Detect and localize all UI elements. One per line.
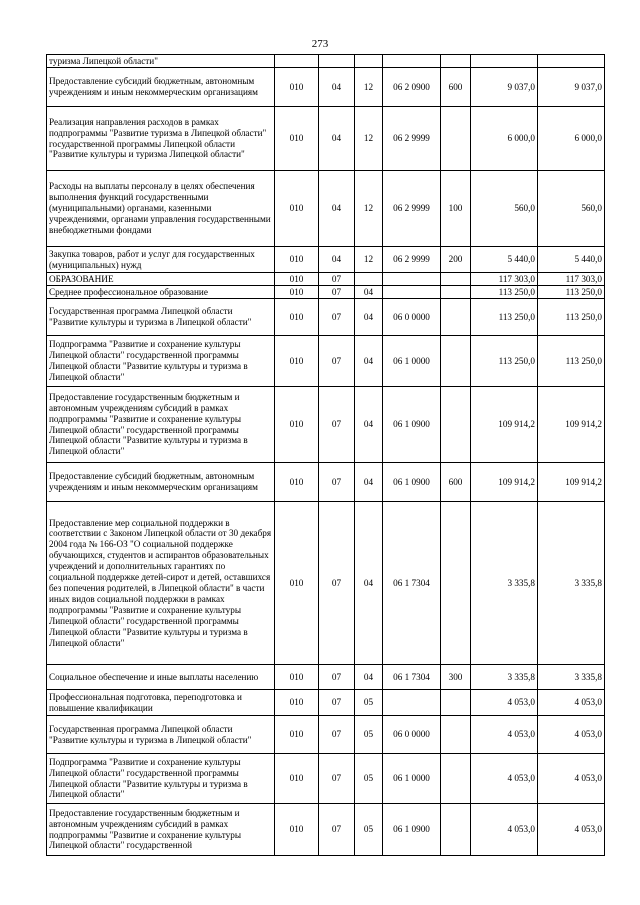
expense-name-cell: Реализация направления расходов в рамках подпрограммы "Развитие туризма в Липецкой области" государственной программы Липецкой области "Развитие культуры и туризма Липецкой области"	[47, 107, 275, 171]
expense-type-cell: 200	[441, 247, 471, 273]
section-code-cell: 07	[319, 387, 355, 463]
amount-total-cell: 4 053,0	[538, 804, 605, 856]
section-code-cell: 07	[319, 286, 355, 299]
admin-code-cell: 010	[275, 299, 319, 336]
section-code-cell: 04	[319, 171, 355, 247]
subsection-code-cell: 12	[355, 68, 383, 107]
section-code-cell: 07	[319, 804, 355, 856]
admin-code-cell: 010	[275, 171, 319, 247]
amount-total-cell: 117 303,0	[538, 273, 605, 286]
subsection-code-cell: 04	[355, 299, 383, 336]
target-article-cell: 06 1 0900	[383, 387, 441, 463]
expense-name-cell: Закупка товаров, работ и услуг для государственных (муниципальных) нужд	[47, 247, 275, 273]
section-code-cell: 07	[319, 502, 355, 665]
amount-cell: 113 250,0	[471, 336, 538, 387]
expense-type-cell: 100	[441, 171, 471, 247]
section-code-cell: 07	[319, 716, 355, 754]
table-row	[47, 247, 605, 273]
target-article-cell: 06 2 9999	[383, 107, 441, 171]
expense-name-cell: Предоставление государственным бюджетным и автономным учреждениям субсидий в рамках подпрограммы "Развитие и сохранение культуры Липецкой области" государственной	[47, 804, 275, 856]
expense-type-cell	[441, 502, 471, 665]
table-row	[47, 804, 605, 856]
amount-total-cell: 9 037,0	[538, 68, 605, 107]
target-article-cell: 06 1 0900	[383, 463, 441, 502]
expense-name-cell: туризма Липецкой области"	[47, 55, 275, 68]
table-row	[47, 299, 605, 336]
amount-cell: 109 914,2	[471, 463, 538, 502]
subsection-code-cell: 04	[355, 463, 383, 502]
expense-type-cell	[441, 387, 471, 463]
expense-type-cell	[441, 804, 471, 856]
expense-name-cell: Предоставление субсидий бюджетным, автономным учреждениям и иным некоммерческим организациям	[47, 463, 275, 502]
subsection-code-cell: 04	[355, 502, 383, 665]
expense-name-cell: Государственная программа Липецкой области "Развитие культуры и туризма в Липецкой области"	[47, 716, 275, 754]
expense-type-cell: 600	[441, 68, 471, 107]
amount-total-cell: 3 335,8	[538, 502, 605, 665]
amount-total-cell: 4 053,0	[538, 690, 605, 716]
target-article-cell: 06 0 0000	[383, 299, 441, 336]
admin-code-cell: 010	[275, 247, 319, 273]
table-row	[47, 107, 605, 171]
expense-type-cell	[441, 716, 471, 754]
expense-name-cell: Подпрограмма "Развитие и сохранение культуры Липецкой области" государственной программы Липецкой области "Развитие культуры и туризма в Липецкой области"	[47, 754, 275, 804]
section-code-cell: 04	[319, 247, 355, 273]
amount-total-cell: 4 053,0	[538, 716, 605, 754]
amount-cell: 113 250,0	[471, 299, 538, 336]
table-row	[47, 286, 605, 299]
admin-code-cell: 010	[275, 502, 319, 665]
admin-code-cell: 010	[275, 690, 319, 716]
subsection-code-cell: 05	[355, 754, 383, 804]
expense-type-cell	[441, 55, 471, 68]
subsection-code-cell	[355, 273, 383, 286]
expense-name-cell: Предоставление государственным бюджетным и автономным учреждениям субсидий в рамках подпрограммы "Развитие и сохранение культуры Липецкой области" государственной программы Липецкой области "Развитие культуры и туризма в Липецкой области"	[47, 387, 275, 463]
expense-name-cell: Государственная программа Липецкой области "Развитие культуры и туризма в Липецкой области"	[47, 299, 275, 336]
amount-total-cell: 3 335,8	[538, 665, 605, 690]
amount-cell: 4 053,0	[471, 754, 538, 804]
table-row	[47, 336, 605, 387]
section-code-cell: 04	[319, 68, 355, 107]
target-article-cell	[383, 286, 441, 299]
budget-table	[46, 54, 605, 856]
amount-cell: 9 037,0	[471, 68, 538, 107]
table-row	[47, 55, 605, 68]
amount-total-cell: 113 250,0	[538, 299, 605, 336]
amount-total-cell	[538, 55, 605, 68]
subsection-code-cell: 05	[355, 804, 383, 856]
page-number: 273	[311, 38, 329, 50]
subsection-code-cell: 04	[355, 336, 383, 387]
expense-type-cell	[441, 107, 471, 171]
section-code-cell: 07	[319, 336, 355, 387]
admin-code-cell: 010	[275, 716, 319, 754]
admin-code-cell: 010	[275, 804, 319, 856]
target-article-cell: 06 2 9999	[383, 247, 441, 273]
section-code-cell: 04	[319, 107, 355, 171]
target-article-cell: 06 0 0000	[383, 716, 441, 754]
expense-type-cell	[441, 336, 471, 387]
table-row	[47, 273, 605, 286]
amount-total-cell: 5 440,0	[538, 247, 605, 273]
amount-cell: 4 053,0	[471, 690, 538, 716]
table-row	[47, 754, 605, 804]
target-article-cell: 06 1 0000	[383, 336, 441, 387]
table-row	[47, 502, 605, 665]
table-row	[47, 665, 605, 690]
expense-name-cell: Подпрограмма "Развитие и сохранение культуры Липецкой области" государственной программы Липецкой области "Развитие культуры и туризма в Липецкой области"	[47, 336, 275, 387]
amount-total-cell: 113 250,0	[538, 336, 605, 387]
admin-code-cell	[275, 55, 319, 68]
section-code-cell: 07	[319, 273, 355, 286]
table-row	[47, 463, 605, 502]
table-row	[47, 68, 605, 107]
amount-cell: 3 335,8	[471, 502, 538, 665]
section-code-cell: 07	[319, 690, 355, 716]
expense-type-cell	[441, 754, 471, 804]
expense-type-cell	[441, 273, 471, 286]
subsection-code-cell: 05	[355, 716, 383, 754]
amount-cell: 113 250,0	[471, 286, 538, 299]
target-article-cell: 06 2 0900	[383, 68, 441, 107]
subsection-code-cell: 04	[355, 387, 383, 463]
amount-cell: 4 053,0	[471, 804, 538, 856]
admin-code-cell: 010	[275, 463, 319, 502]
amount-total-cell: 4 053,0	[538, 754, 605, 804]
subsection-code-cell: 04	[355, 286, 383, 299]
target-article-cell: 06 1 0900	[383, 804, 441, 856]
admin-code-cell: 010	[275, 754, 319, 804]
amount-cell: 4 053,0	[471, 716, 538, 754]
section-code-cell	[319, 55, 355, 68]
admin-code-cell: 010	[275, 387, 319, 463]
table-row	[47, 716, 605, 754]
expense-name-cell: Предоставление мер социальной поддержки в соответствии с Законом Липецкой области от 30 декабря 2004 года № 166-ОЗ "О социальной поддержке обучающихся, студентов и аспирантов образовательных учреждений и дополнительных гарантиях по социальной поддержке детей-сирот и детей, оставшихся без попечения родителей, в Липецкой области" в части иных видов социальной поддержки в рамках подпрограммы "Развитие и сохранение культуры Липецкой области" государственной программы Липецкой области "Развитие культуры и туризма в Липецкой области"	[47, 502, 275, 665]
section-code-cell: 07	[319, 299, 355, 336]
section-code-cell: 07	[319, 463, 355, 502]
expense-name-cell: Социальное обеспечение и иные выплаты населению	[47, 665, 275, 690]
expense-name-cell: Среднее профессиональное образование	[47, 286, 275, 299]
expense-type-cell: 300	[441, 665, 471, 690]
amount-cell: 560,0	[471, 171, 538, 247]
amount-total-cell: 109 914,2	[538, 463, 605, 502]
subsection-code-cell: 12	[355, 247, 383, 273]
subsection-code-cell: 12	[355, 107, 383, 171]
target-article-cell	[383, 55, 441, 68]
amount-total-cell: 560,0	[538, 171, 605, 247]
target-article-cell	[383, 273, 441, 286]
amount-cell: 109 914,2	[471, 387, 538, 463]
amount-cell: 3 335,8	[471, 665, 538, 690]
subsection-code-cell: 05	[355, 690, 383, 716]
section-code-cell: 07	[319, 665, 355, 690]
amount-total-cell: 6 000,0	[538, 107, 605, 171]
admin-code-cell: 010	[275, 665, 319, 690]
admin-code-cell: 010	[275, 336, 319, 387]
expense-type-cell	[441, 286, 471, 299]
budget-table-body	[47, 55, 605, 856]
target-article-cell: 06 1 7304	[383, 665, 441, 690]
table-row	[47, 171, 605, 247]
target-article-cell: 06 1 0000	[383, 754, 441, 804]
amount-total-cell: 109 914,2	[538, 387, 605, 463]
expense-type-cell: 600	[441, 463, 471, 502]
admin-code-cell: 010	[275, 273, 319, 286]
table-row	[47, 690, 605, 716]
amount-cell: 117 303,0	[471, 273, 538, 286]
amount-cell: 6 000,0	[471, 107, 538, 171]
section-code-cell: 07	[319, 754, 355, 804]
expense-name-cell: Предоставление субсидий бюджетным, автономным учреждениям и иным некоммерческим организациям	[47, 68, 275, 107]
amount-cell	[471, 55, 538, 68]
amount-cell: 5 440,0	[471, 247, 538, 273]
table-row	[47, 387, 605, 463]
expense-type-cell	[441, 690, 471, 716]
target-article-cell: 06 1 7304	[383, 502, 441, 665]
subsection-code-cell: 04	[355, 665, 383, 690]
expense-name-cell: ОБРАЗОВАНИЕ	[47, 273, 275, 286]
expense-name-cell: Расходы на выплаты персоналу в целях обеспечения выполнения функций государственными (муниципальными) органами, казенными учреждениями, органами управления государственными внебюджетными фондами	[47, 171, 275, 247]
subsection-code-cell: 12	[355, 171, 383, 247]
expense-type-cell	[441, 299, 471, 336]
admin-code-cell: 010	[275, 286, 319, 299]
target-article-cell	[383, 690, 441, 716]
admin-code-cell: 010	[275, 68, 319, 107]
target-article-cell: 06 2 9999	[383, 171, 441, 247]
expense-name-cell: Профессиональная подготовка, переподготовка и повышение квалификации	[47, 690, 275, 716]
amount-total-cell: 113 250,0	[538, 286, 605, 299]
subsection-code-cell	[355, 55, 383, 68]
admin-code-cell: 010	[275, 107, 319, 171]
